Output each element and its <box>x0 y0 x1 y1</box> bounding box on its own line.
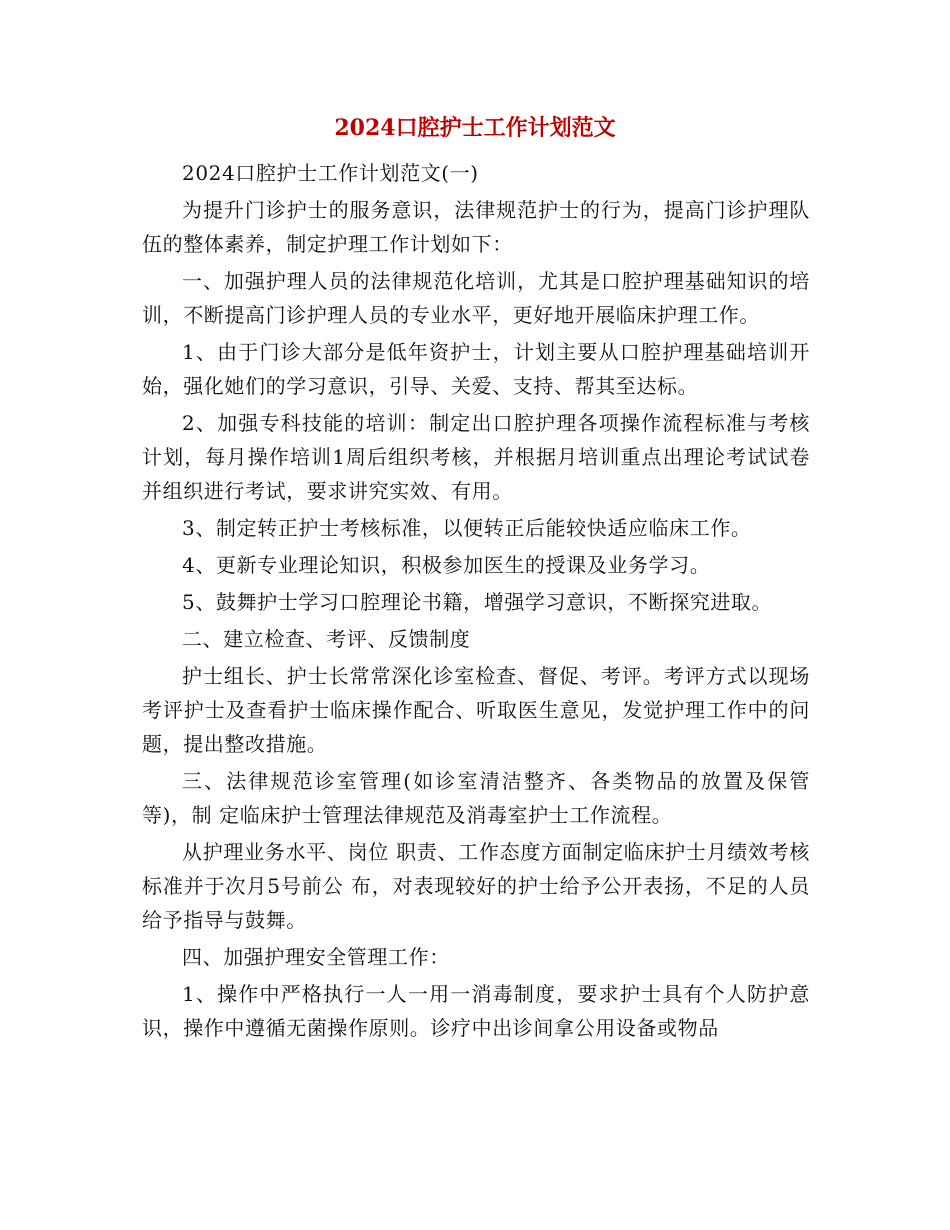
paragraph-item-3: 3、制定转正护士考核标准，以便转正后能较快适应临床工作。 <box>182 516 752 540</box>
paragraph-item-5: 5、鼓舞护士学习口腔理论书籍，增强学习意识，不断探究进取。 <box>182 590 773 614</box>
paragraph-item-4: 4、更新专业理论知识，积极参加医生的授课及业务学习。 <box>182 553 711 577</box>
paragraph-heading-1: 一、加强护理人员的法律规范化培训，尤其是口腔护理基础知识的培训，不断提高门诊护理人员的专业水平，更好地开展临床护理工作。 <box>142 269 810 327</box>
paragraph-intro: 为提升门诊护士的服务意识，法律规范护士的行为，提高门诊护理队伍的整体素养，制定护理工作计划如下： <box>142 198 810 256</box>
paragraph-inspection: 护士组长、护士长常常深化诊室检查、督促、考评。考评方式以现场考评护士及查看护士临床操作配合、听取医生意见，发觉护理工作中的问题，提出整改措施。 <box>142 664 810 756</box>
document-body <box>142 156 810 1048</box>
paragraph-item-2: 2、加强专科技能的培训：制定出口腔护理各项操作流程标准与考核计划，每月操作培训1周后组织考核，并根据月培训重点出理论考试试卷并组织进行考试，要求讲究实效、有用。 <box>142 411 810 503</box>
section-subtitle: 2024口腔护士工作计划范文(一) <box>182 161 479 185</box>
paragraph-safety-item-1: 1、操作中严格执行一人一用一消毒制度，要求护士具有个人防护意 识，操作中遵循无菌操作原则。诊疗中出诊间拿公用设备或物品 <box>142 982 810 1040</box>
paragraph-item-1: 1、由于门诊大部分是低年资护士，计划主要从口腔护理基础培训开始，强化她们的学习意识，引导、关爱、支持、帮其至达标。 <box>142 340 810 398</box>
paragraph-heading-3: 三、法律规范诊室管理(如诊室清洁整齐、各类物品的放置及保管等)，制 定临床护士管理法律规范及消毒室护士工作流程。 <box>142 769 810 827</box>
paragraph-heading-2: 二、建立检查、考评、反馈制度 <box>182 627 471 651</box>
paragraph-assessment: 从护理业务水平、岗位 职责、工作态度方面制定临床护士月绩效考核标准并于次月5号前公 布，对表现较好的护士给予公开表扬，不足的人员给予指导与鼓舞。 <box>142 840 810 932</box>
document-title: 2024口腔护士工作计划范文 <box>334 115 616 141</box>
paragraph-heading-4: 四、加强护理安全管理工作： <box>182 945 450 969</box>
